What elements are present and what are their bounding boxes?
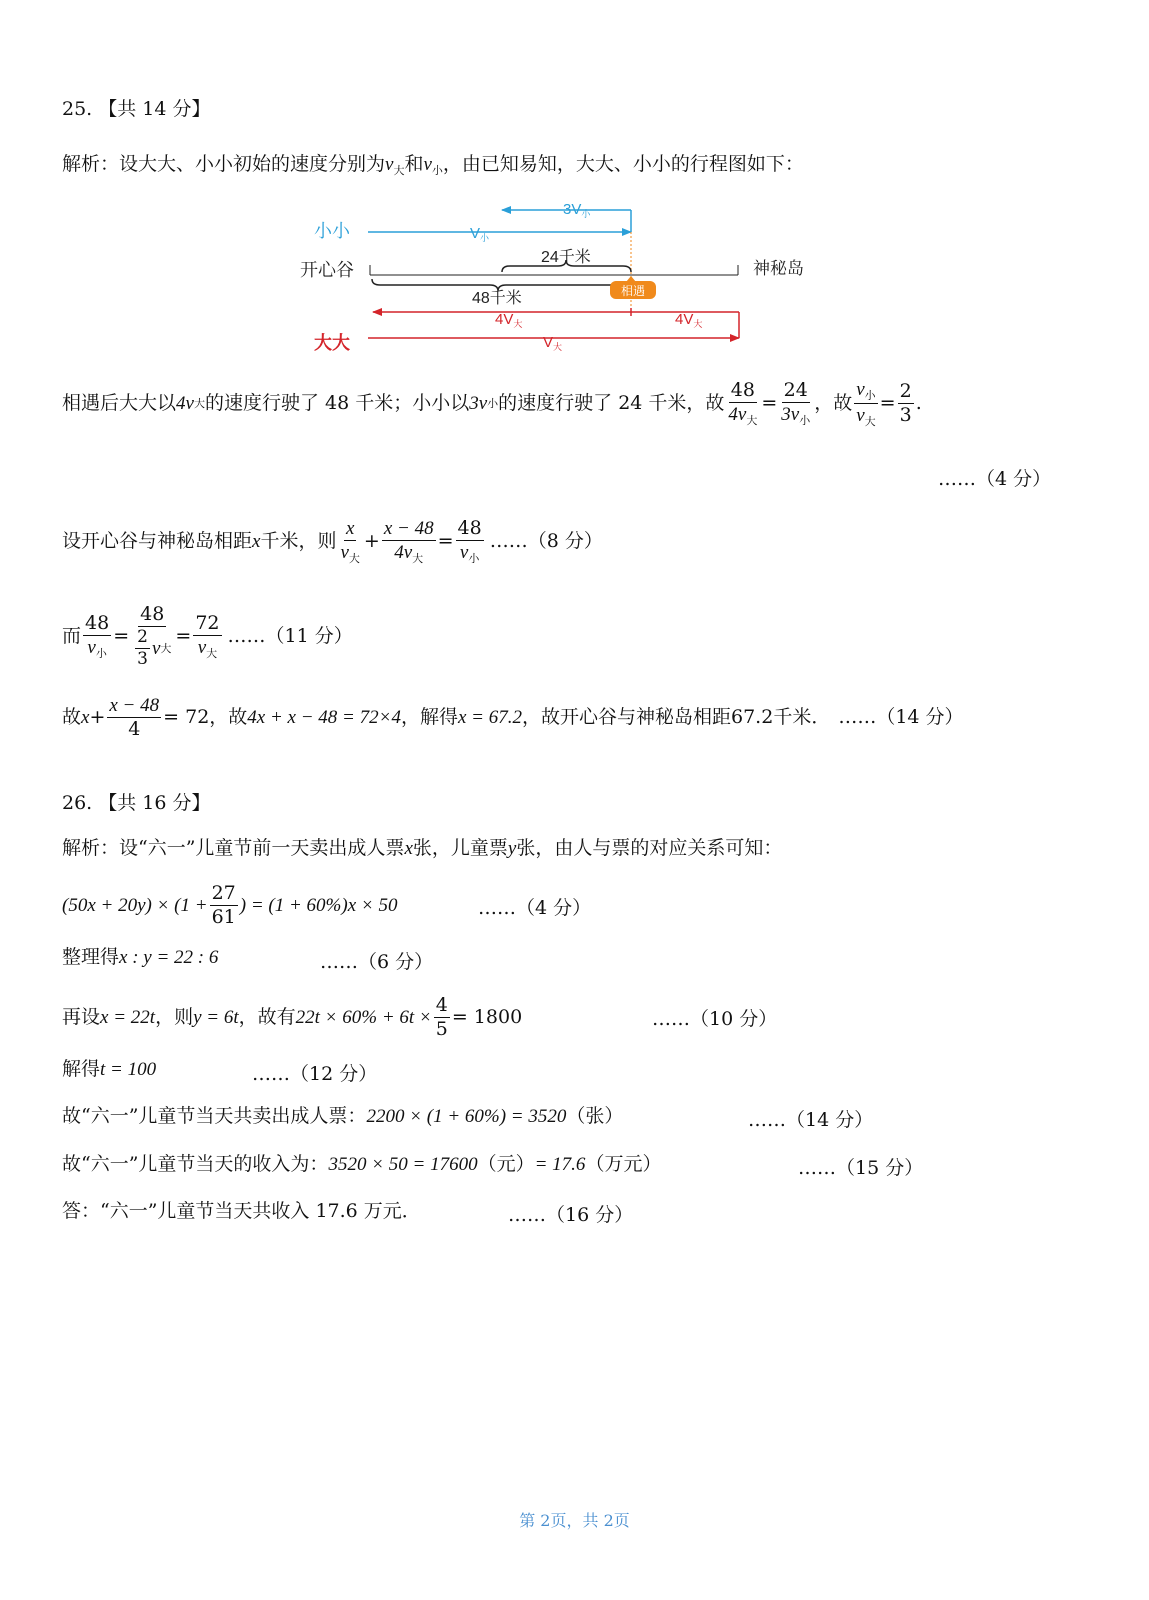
48km-label: 48千米 [472,290,522,307]
journey-diagram [290,192,830,362]
q26-score4: ……（4 分） [478,897,592,919]
q26-intro: 解析：设“六一”儿童节前一天卖出成人票x张，儿童票y张，由人与票的对应关系可知： [62,837,783,859]
xiaoxiao-label: 小小 [314,221,350,241]
q26-score14: ……（14 分） [748,1109,874,1131]
dada-label: 大大 [314,333,350,353]
q26-eq1: (50x + 20y) × (1 + $\frac{27}{61}$ ) = (1 + 60%)x × 50 [62,881,398,928]
q25-line2: 设开心谷与神秘岛相距 x 千米，则 $\frac{x}{v_大}$ + $\frac{x - 48}{4v_大}$ = $\frac{48}{v_小}$ ……（8 分） [62,516,603,565]
q26-line6: 故“六一”儿童节当天的收入为：3520 × 50 = 17600（元）= 17.6（万元） [62,1153,662,1175]
q26-line5: 故“六一”儿童节当天共卖出成人票：2200 × (1 + 60%) = 3520（张） [62,1105,624,1127]
q26-score15: ……（15 分） [798,1157,924,1179]
q26-line2: 整理得x : y = 22 : 6 [62,946,219,968]
q25-intro: 解析：设大大、小小初始的速度分别为$v_大$和$v_小$，由已知易知，大大、小小的行程图如下： [62,153,804,177]
q26-line4: 解得t = 100 [62,1058,157,1080]
q26-line3: 再设 x = 22t ，则 y = 6t ，故有 22t × 60% + 6t × $\frac{4}{5}$ = 1800 [62,993,523,1040]
v-small-label: $V_小$ [470,225,490,243]
q25-score4: ……（4 分） [938,468,1052,490]
shenmidao-label: 神秘岛 [753,259,804,278]
q26-answer: 答：“六一”儿童节当天共收入 17.6 万元． [62,1200,421,1222]
4v-big-label-1: $4V_大$ [495,311,523,329]
page-footer: 第 2页，共 2页 [519,1511,630,1530]
q26-score16: ……（16 分） [508,1204,634,1226]
q25-line4: 故 x + $\frac{x - 48}{4}$ = 72 ，故 4x + x − 48 = 72×4 ，解得 x = 67.2 ，故开心谷与神秘岛相距 67.2 千米． ……（14 分） [62,694,964,740]
q26-score10: ……（10 分） [652,1008,778,1030]
q25-line1: 相遇后大大以 4v 大 的速度行驶了 48 千米；小小以 3v 小 的速度行驶了 24 千米，故 $\frac{48}{4v_大}$ = $\frac{24}{3v_小}$ ，故 $\frac{v_小}{v_大}$ = $\frac{2}{3}$ . [62,378,922,428]
q25-header: 25. 【共 14 分】 [62,98,211,120]
q25-line3: 而 $\frac{48}{v_小}$ = 48 $\frac{2}{3}$ v 大 = $\frac{72}{v_大}$ ……（11 分） [62,602,353,669]
kaixingu-label: 开心谷 [300,260,354,280]
4v-big-label-2: $4V_大$ [675,311,703,329]
v-big-label: $V_大$ [543,334,563,352]
q26-score12: ……（12 分） [252,1063,378,1085]
3v-small-label: $3V_小$ [563,201,591,219]
24km-label: 24千米 [541,249,591,266]
q26-header: 26. 【共 16 分】 [62,792,211,814]
q26-score6: ……（6 分） [320,951,434,973]
svg-text:相遇: 相遇 [621,284,646,298]
